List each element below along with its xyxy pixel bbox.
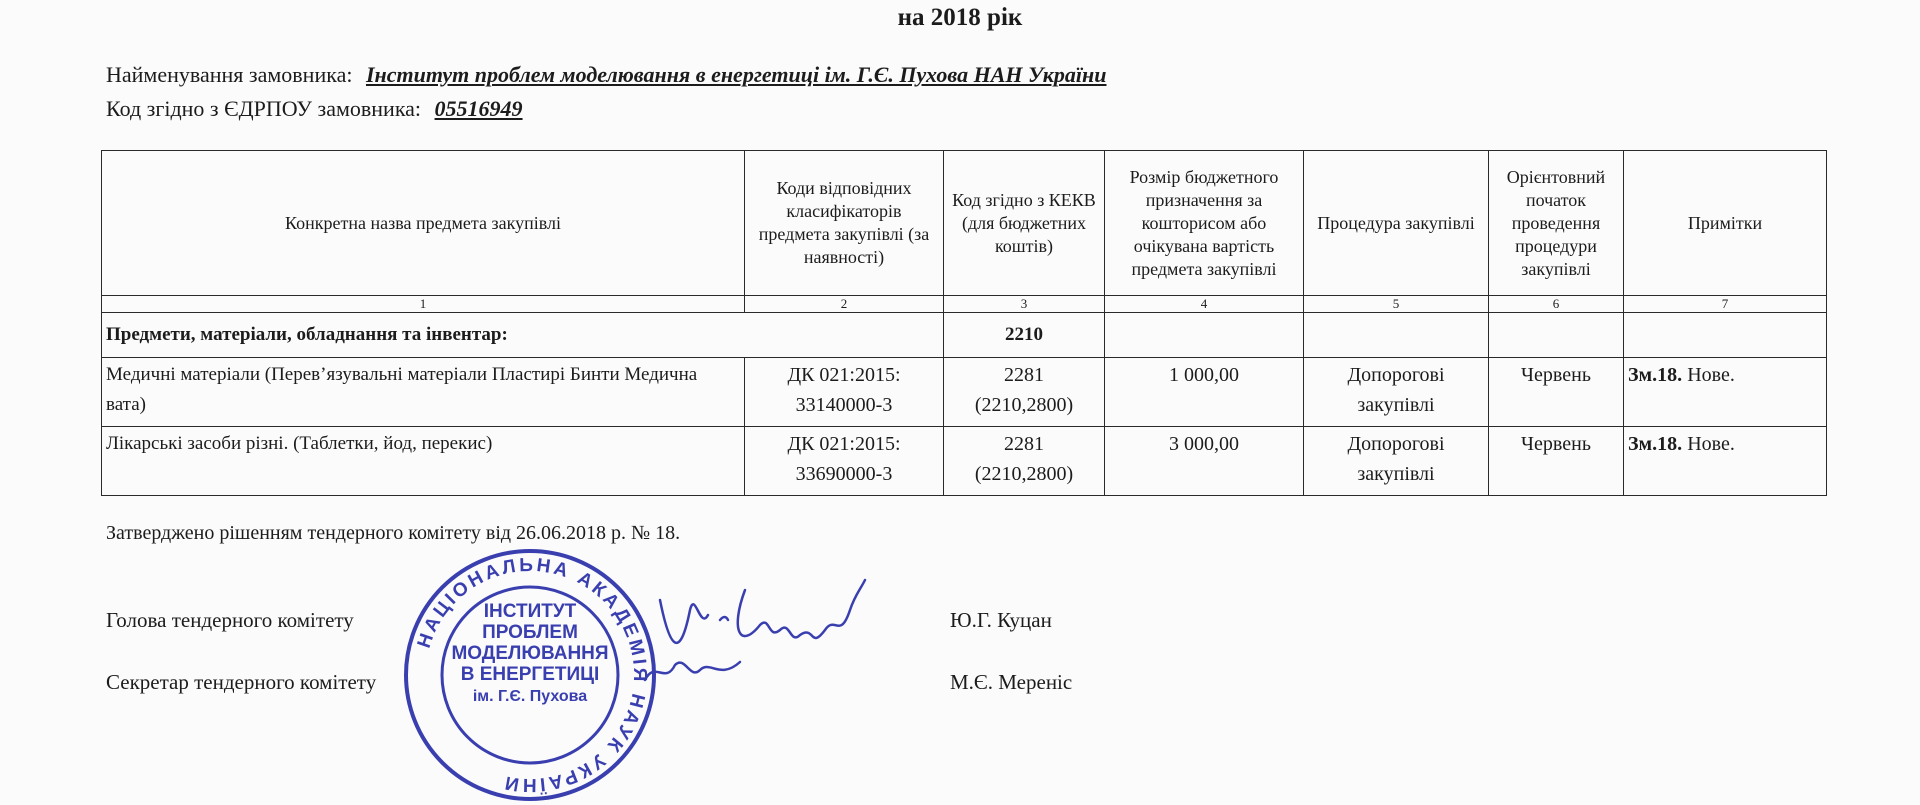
header-procedure: Процедура закупівлі: [1304, 151, 1489, 296]
column-number: 7: [1624, 296, 1827, 313]
header-row: [102, 151, 1827, 296]
table-row: [102, 358, 1827, 427]
classifier-line: ДК 021:2015:: [787, 364, 901, 386]
amount-cell: 1 000,00: [1105, 358, 1304, 427]
column-number: 5: [1304, 296, 1489, 313]
procedure-line: закупівлі: [1357, 463, 1435, 485]
start-cell: Червень: [1489, 427, 1624, 496]
procurement-table: [101, 150, 1827, 496]
procedure-cell: [1304, 358, 1489, 427]
secretary-label: Секретар тендерного комітету: [106, 670, 377, 694]
classifier-code: 33690000-3: [795, 463, 893, 485]
edrpou-value: 05516949: [434, 96, 523, 121]
header-item-name: Конкретна назва предмета закупівлі: [102, 151, 745, 296]
customer-line: [106, 62, 1106, 88]
item-name: Лікарські засоби різні. (Таблетки, йод, перекис): [102, 427, 745, 496]
header-kekv: Код згідно з КЕКВ (для бюджетних коштів): [944, 151, 1105, 296]
column-number: 1: [102, 296, 745, 313]
edrpou-line: [106, 96, 523, 122]
note-bold: Зм.18.: [1628, 364, 1683, 386]
item-name: Медичні матеріали (Перев’язувальні матеріали Пластирі Бинти Медична вата): [102, 358, 745, 427]
table-row: [102, 427, 1827, 496]
column-number-row: [102, 296, 1827, 313]
stamp-line: В ЕНЕРГЕТИЦІ: [460, 664, 600, 685]
edrpou-label: Код згідно з ЄДРПОУ замовника:: [106, 96, 422, 121]
stamp-line: ІНСТИТУТ: [483, 601, 577, 622]
customer-name: Інститут проблем моделювання в енергетиці ім. Г.Є. Пухова НАН України: [365, 62, 1107, 87]
header-amount: Розмір бюджетного призначення за кошторисом або очікувана вартість предмета закупівлі: [1105, 151, 1304, 296]
amount-cell: 3 000,00: [1105, 427, 1304, 496]
secretary-signature: [640, 650, 750, 692]
page-title: на 2018 рік: [897, 4, 1023, 31]
classifier-code: 33140000-3: [795, 394, 893, 416]
kekv-code: 2281: [1004, 364, 1044, 386]
section-row: [102, 313, 1827, 358]
head-name: Ю.Г. Куцан: [950, 608, 1052, 632]
section-label: Предмети, матеріали, обладнання та інвентар:: [102, 313, 944, 358]
header-notes: Примітки: [1624, 151, 1827, 296]
empty-cell: [1489, 313, 1624, 358]
approval-note: Затверджено рішенням тендерного комітету від 26.06.2018 р. № 18.: [106, 522, 681, 544]
procedure-line: Допорогові: [1347, 433, 1445, 455]
note-text: Нове.: [1687, 433, 1735, 455]
column-number: 2: [745, 296, 944, 313]
institute-stamp: [400, 545, 660, 805]
kekv-detail: (2210,2800): [974, 394, 1074, 416]
stamp-ring-text: НАЦІОНАЛЬНА АКАДЕМІЯ НАУК УКРАЇНИ: [413, 554, 651, 796]
procedure-cell: [1304, 427, 1489, 496]
procedure-line: Допорогові: [1347, 364, 1445, 386]
classifier-cell: [745, 358, 944, 427]
empty-cell: [1304, 313, 1489, 358]
note-text: Нове.: [1687, 364, 1735, 386]
column-number: 3: [944, 296, 1105, 313]
note-bold: Зм.18.: [1628, 433, 1683, 455]
empty-cell: [1624, 313, 1827, 358]
stamp-line: ПРОБЛЕМ: [482, 622, 578, 643]
start-cell: Червень: [1489, 358, 1624, 427]
kekv-cell: [944, 358, 1105, 427]
head-label: Голова тендерного комітету: [106, 608, 354, 632]
note-cell: [1624, 427, 1827, 496]
classifier-line: ДК 021:2015:: [787, 433, 901, 455]
kekv-cell: [944, 427, 1105, 496]
stamp-line: ім. Г.Є. Пухова: [472, 688, 588, 705]
secretary-name: М.Є. Мереніс: [950, 670, 1073, 694]
column-number: 4: [1105, 296, 1304, 313]
column-number: 6: [1489, 296, 1624, 313]
header-classifier: Коди відповідних класифікаторів предмета закупівлі (за наявності): [745, 151, 944, 296]
section-code: 2210: [944, 313, 1105, 358]
classifier-cell: [745, 427, 944, 496]
note-cell: [1624, 358, 1827, 427]
kekv-code: 2281: [1004, 433, 1044, 455]
stamp-line: МОДЕЛЮВАННЯ: [451, 643, 609, 664]
customer-label: Найменування замовника:: [106, 62, 353, 87]
kekv-detail: (2210,2800): [974, 463, 1074, 485]
procedure-line: закупівлі: [1357, 394, 1435, 416]
empty-cell: [1105, 313, 1304, 358]
header-start: Орієнтовний початок проведення процедури закупівлі: [1489, 151, 1624, 296]
